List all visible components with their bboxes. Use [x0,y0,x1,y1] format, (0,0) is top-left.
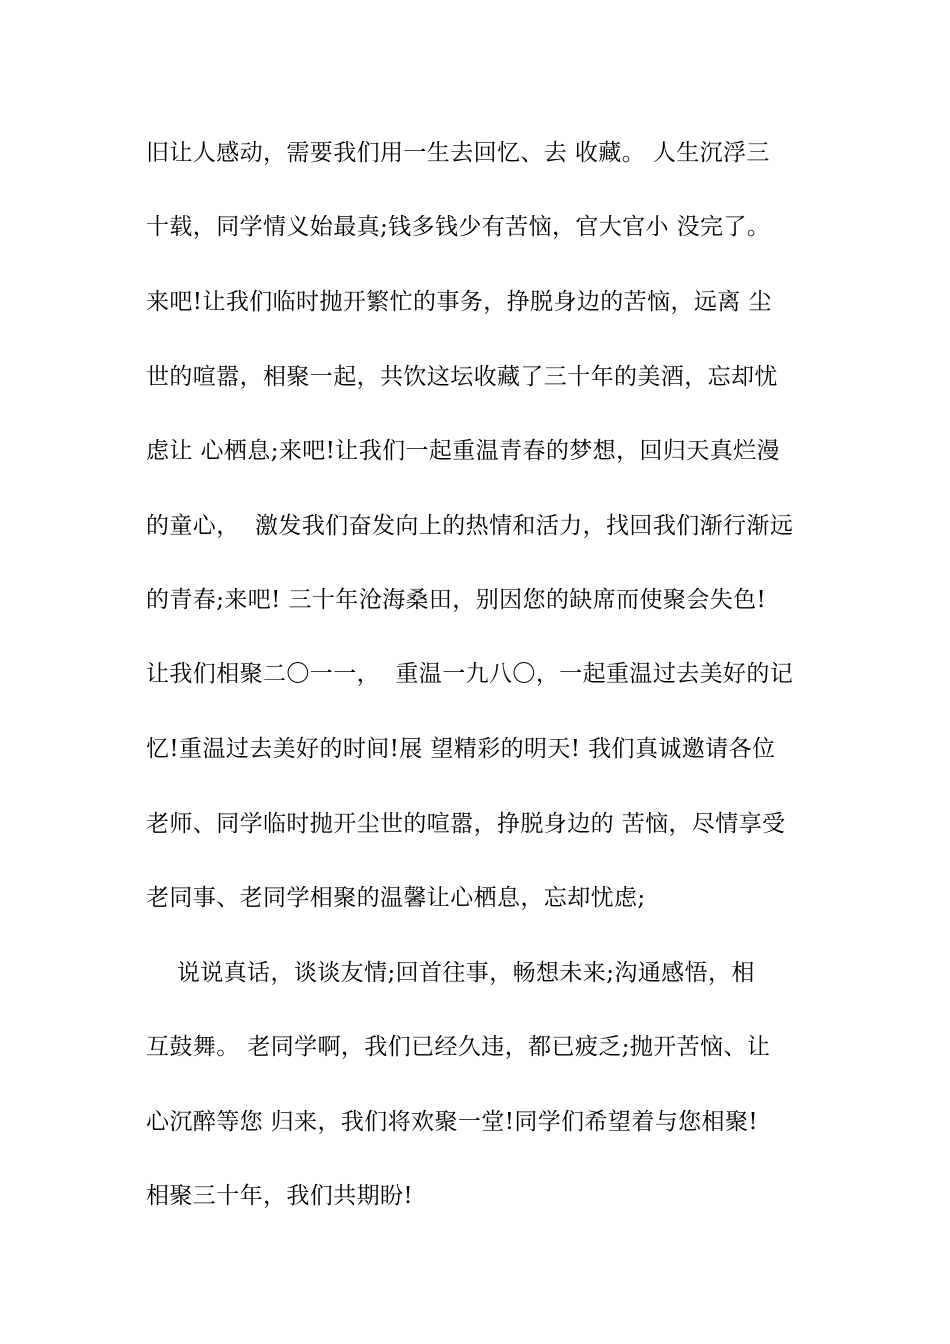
text-line-1: 旧让人感动，需要我们用一生去回忆、去 收藏。 人生沉浮三 [146,140,770,166]
text-line-3: 来吧!让我们临时抛开繁忙的事务，挣脱身边的苦恼，远离 尘 [146,289,772,315]
text-line-7: 的青春;来吧! 三十年沧海桑田，别因您的缺席而使聚会失色! [146,587,767,613]
text-line-11: 老同事、老同学相聚的温馨让心栖息，忘却忧虑; [146,885,646,911]
text-line-14: 心沉醉等您 归来，我们将欢聚一堂!同学们希望着与您相聚! [146,1109,758,1135]
text-line-2: 十载，同学情义始最真;钱多钱少有苦恼，官大官小 没完了。 [146,214,771,240]
text-line-13: 互鼓舞。 老同学啊，我们已经久违，都已疲乏;抛开苦恼、让 [146,1034,771,1060]
text-line-9: 忆!重温过去美好的时间!展 望精彩的明天! 我们真诚邀请各位 [146,736,776,762]
text-line-4: 世的喧嚣，相聚一起，共饮这坛收藏了三十年的美酒，忘却忧 [146,364,778,390]
text-line-12: 说说真话，谈谈友情;回首往事，畅想未来;沟通感悟，相 [146,960,755,986]
text-line-15: 相聚三十年，我们共期盼! [146,1183,414,1209]
text-line-8: 让我们相聚二〇一一， 重温一九八〇，一起重温过去美好的记 [146,661,794,687]
text-line-5: 虑让 心栖息;来吧!让我们一起重温青春的梦想，回归天真烂漫 [146,438,780,464]
text-line-6: 的童心， 激发我们奋发向上的热情和活力，找回我们渐行渐远 [146,513,794,539]
text-line-10: 老师、同学临时抛开尘世的喧嚣，挣脱身边的 苦恼，尽情享受 [146,811,786,837]
